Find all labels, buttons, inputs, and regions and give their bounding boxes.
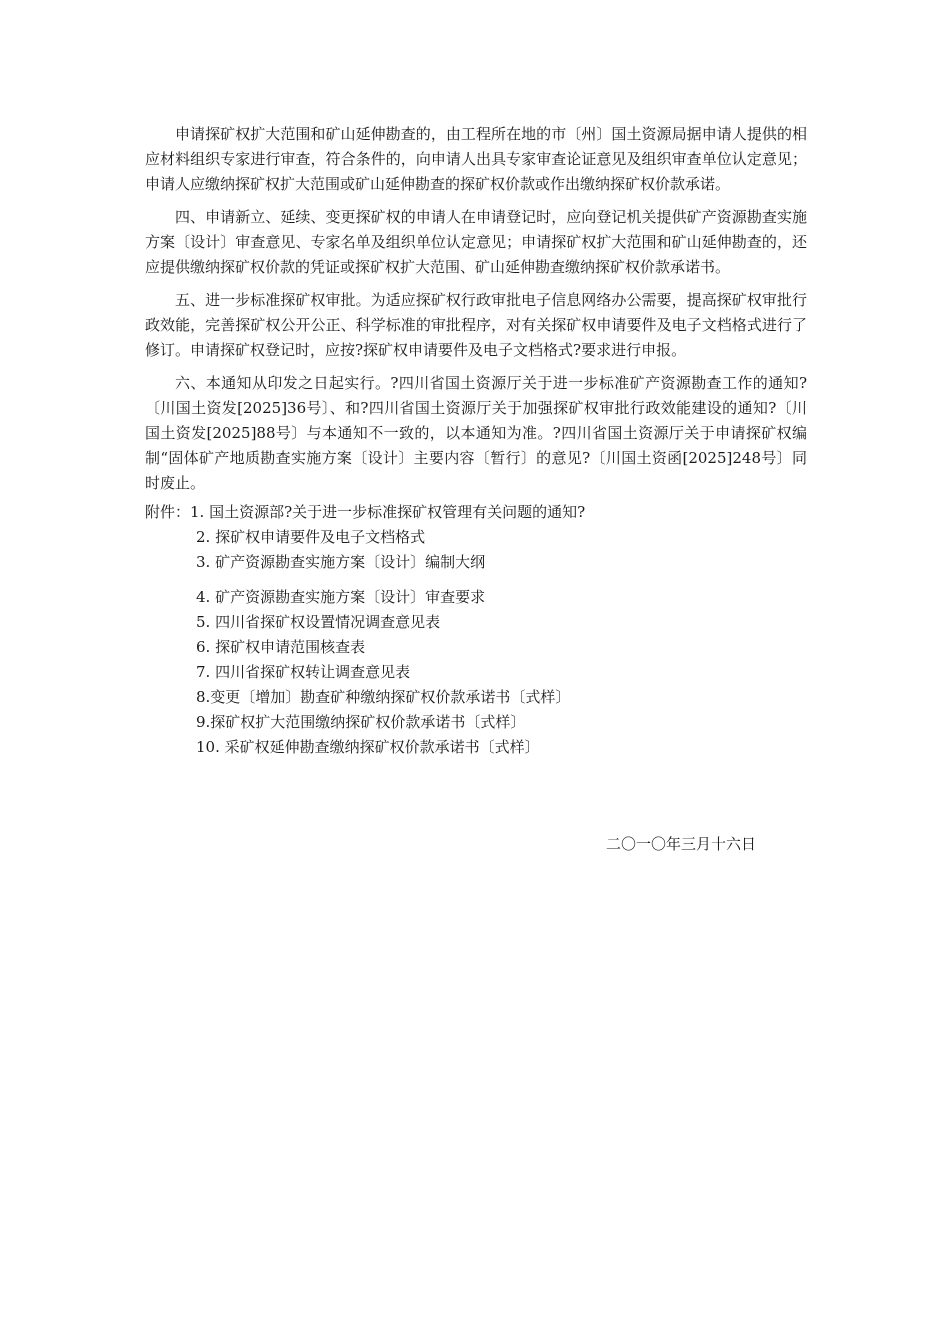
attachment-item: 5. 四川省探矿权设置情况调查意见表 bbox=[196, 613, 441, 631]
paragraph-section-five: 五、进一步标准探矿权审批。为适应探矿权行政审批电子信息网络办公需要，提高探矿权审批行政效能，完善探矿权公开公正、科学标准的审批程序，对有关探矿权申请要件及电子文档格式进行了修订。申请探矿权登记时，应按?探矿权申请要件及电子文档格式?要求进行申报。 bbox=[145, 291, 807, 359]
paragraph-extension-review: 申请探矿权扩大范围和矿山延伸勘查的，由工程所在地的市〔州〕国土资源局据申请人提供的相应材料组织专家进行审查，符合条件的，向申请人出具专家审查论证意见及组织审查单位认定意见；申请人应缴纳探矿权扩大范围或矿山延伸勘查的探矿权价款或作出缴纳探矿权价款承诺。 bbox=[145, 125, 807, 193]
document-body bbox=[145, 122, 807, 760]
attachment-item: 6. 探矿权申请范围核查表 bbox=[196, 638, 366, 656]
attachment-item: 4. 矿产资源勘查实施方案〔设计〕审查要求 bbox=[196, 588, 486, 606]
attachments-section bbox=[145, 500, 807, 760]
attachment-item: 10. 采矿权延伸勘查缴纳探矿权价款承诺书〔式样〕 bbox=[196, 738, 540, 756]
attachment-item: 2. 探矿权申请要件及电子文档格式 bbox=[196, 528, 426, 546]
attachment-item: 3. 矿产资源勘查实施方案〔设计〕编制大纲 bbox=[196, 553, 486, 571]
attachments-list bbox=[145, 525, 807, 760]
attachment-item: 7. 四川省探矿权转让调查意见表 bbox=[196, 663, 411, 681]
attachments-heading: 附件： bbox=[145, 503, 191, 521]
paragraph-section-four: 四、申请新立、延续、变更探矿权的申请人在申请登记时，应向登记机关提供矿产资源勘查实施方案〔设计〕审查意见、专家名单及组织单位认定意见；申请探矿权扩大范围和矿山延伸勘查的，还应提供缴纳探矿权价款的凭证或探矿权扩大范围、矿山延伸勘查缴纳探矿权价款承诺书。 bbox=[145, 208, 807, 276]
attachment-item: 8.变更〔增加〕勘查矿种缴纳探矿权价款承诺书〔式样〕 bbox=[196, 688, 571, 706]
issue-date: 二〇一〇年三月十六日 bbox=[606, 835, 757, 853]
attachment-item: 1. 国土资源部?关于进一步标准探矿权管理有关问题的通知? bbox=[190, 503, 586, 521]
paragraph-section-six: 六、本通知从印发之日起实行。?四川省国土资源厅关于进一步标准矿产资源勘查工作的通知?〔川国土资发[2025]36号〕、和?四川省国土资源厅关于加强探矿权审批行政效能建设的通知?〔川国土资发[2025]88号〕与本通知不一致的，以本通知为准。?四川省国土资源厅关于申请探矿权编制“固体矿产地质勘查实施方案〔设计〕主要内容〔暂行〕的意见?〔川国土资函[2025]248号〕同时废止。 bbox=[145, 374, 807, 492]
attachment-item: 9.探矿权扩大范围缴纳探矿权价款承诺书〔式样〕 bbox=[196, 713, 526, 731]
